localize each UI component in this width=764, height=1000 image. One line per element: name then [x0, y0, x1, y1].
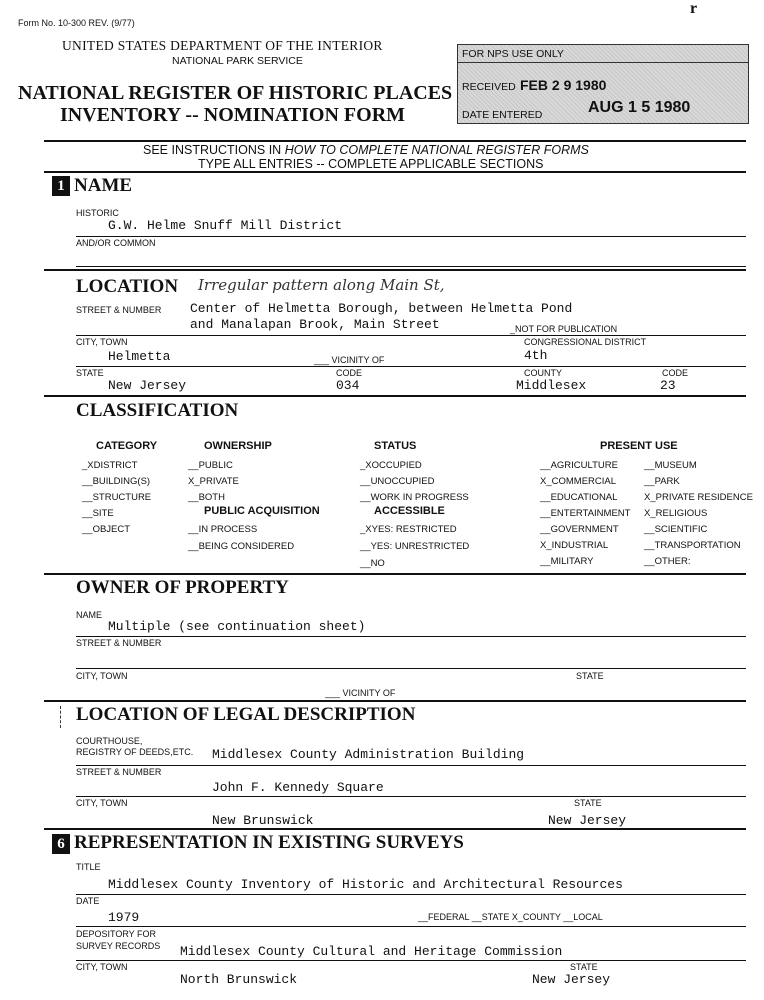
- present-use-option: __AGRICULTURE: [540, 460, 618, 471]
- code-label: CODE: [336, 368, 363, 378]
- ownership-list: [188, 458, 239, 506]
- survey-levels: __FEDERAL __STATE X_COUNTY __LOCAL: [418, 912, 603, 922]
- survey-title-label: TITLE: [76, 862, 101, 872]
- owner-name-label: NAME: [76, 610, 103, 620]
- survey-date-value: 1979: [108, 910, 140, 925]
- section-location-title: LOCATION: [76, 276, 179, 297]
- ownership-option: __BOTH: [188, 492, 225, 503]
- vicinity-of: ___ VICINITY OF: [314, 355, 385, 365]
- nps-use-box: [457, 44, 749, 124]
- status-head: STATUS: [374, 440, 417, 452]
- owner-name-value: Multiple (see continuation sheet): [108, 619, 366, 634]
- city-label: CITY, TOWN: [76, 337, 128, 347]
- historic-label: HISTORIC: [76, 208, 119, 218]
- present-use-option: X_PRIVATE RESIDENCE: [644, 492, 753, 503]
- section-number-1: 1: [52, 176, 70, 196]
- category-option: __SITE: [82, 508, 114, 519]
- received-stamp: FEB 2 9 1980: [520, 77, 607, 93]
- legal-city-label: CITY, TOWN: [76, 798, 128, 808]
- status-list: [360, 458, 469, 506]
- corner-mark: r: [690, 0, 698, 17]
- form-title-line2: INVENTORY -- NOMINATION FORM: [60, 104, 406, 126]
- agency-service: NATIONAL PARK SERVICE: [172, 55, 303, 67]
- category-option: __STRUCTURE: [82, 492, 152, 503]
- instructions-line2: TYPE ALL ENTRIES -- COMPLETE APPLICABLE SECTIONS: [198, 157, 544, 171]
- status-option: _XOCCUPIED: [360, 460, 422, 471]
- acquisition-option: __BEING CONSIDERED: [188, 541, 295, 552]
- acquisition-option: __IN PROCESS: [188, 524, 258, 535]
- congressional-value: 4th: [524, 348, 548, 363]
- nps-header: FOR NPS USE ONLY: [462, 48, 564, 60]
- present-use-option: __GOVERNMENT: [540, 524, 619, 535]
- courthouse-value: Middlesex County Administration Building: [212, 747, 525, 762]
- depository-label2: SURVEY RECORDS: [76, 941, 161, 951]
- status-option: __UNOCCUPIED: [360, 476, 435, 487]
- form-number: Form No. 10-300 REV. (9/77): [18, 18, 135, 28]
- category-option: __BUILDING(S): [82, 476, 151, 487]
- present-use-option: __ENTERTAINMENT: [540, 508, 631, 519]
- legal-city-value: New Brunswick: [212, 813, 314, 828]
- accessible-option: _XYES: RESTRICTED: [360, 524, 457, 535]
- accessible-list: [360, 521, 469, 572]
- agency-dept: UNITED STATES DEPARTMENT OF THE INTERIOR: [62, 38, 383, 53]
- section-number-6: 6: [52, 834, 70, 854]
- present-use-right: [644, 458, 753, 570]
- category-option: _XDISTRICT: [82, 460, 138, 471]
- status-option: __WORK IN PROGRESS: [360, 492, 469, 503]
- present-use-option: X_COMMERCIAL: [540, 476, 617, 487]
- accessible-head: ACCESSIBLE: [374, 505, 445, 517]
- courthouse-label1: COURTHOUSE,: [76, 736, 143, 746]
- county-value: Middlesex: [516, 378, 587, 393]
- present-use-option: __SCIENTIFIC: [644, 524, 708, 535]
- survey-state-label: STATE: [570, 962, 598, 972]
- category-head: CATEGORY: [96, 440, 158, 452]
- acquisition-head: PUBLIC ACQUISITION: [204, 505, 320, 517]
- state-value: New Jersey: [108, 378, 187, 393]
- depository-value: Middlesex County Cultural and Heritage Commission: [180, 944, 563, 959]
- street-line2: and Manalapan Brook, Main Street: [190, 317, 440, 332]
- owner-street-label: STREET & NUMBER: [76, 638, 162, 648]
- entered-stamp: AUG 1 5 1980: [588, 99, 691, 116]
- survey-title-value: Middlesex County Inventory of Historic and Architectural Resources: [108, 877, 623, 892]
- category-list: [82, 458, 151, 538]
- section-surveys-title: REPRESENTATION IN EXISTING SURVEYS: [74, 832, 464, 853]
- present-use-left: [540, 458, 630, 570]
- ownership-head: OWNERSHIP: [204, 440, 272, 452]
- owner-state-label: STATE: [576, 671, 604, 681]
- form-title-line1: NATIONAL REGISTER OF HISTORIC PLACES: [18, 82, 453, 104]
- legal-state-value: New Jersey: [548, 813, 627, 828]
- present-use-option: __EDUCATIONAL: [540, 492, 618, 503]
- survey-city-label: CITY, TOWN: [76, 962, 128, 972]
- received-label: RECEIVED: [462, 81, 516, 93]
- present-use-option: __TRANSPORTATION: [644, 540, 741, 551]
- section-classification-title: CLASSIFICATION: [76, 400, 239, 421]
- present-use-option: X_INDUSTRIAL: [540, 540, 609, 551]
- owner-vicinity: ___ VICINITY OF: [325, 688, 396, 698]
- present-use-head: PRESENT USE: [600, 440, 678, 452]
- accessible-option: __NO: [360, 558, 385, 569]
- ownership-option: __PUBLIC: [188, 460, 233, 471]
- courthouse-label2: REGISTRY OF DEEDS,ETC.: [76, 747, 194, 757]
- city-value: Helmetta: [108, 349, 171, 364]
- present-use-option: __MILITARY: [540, 556, 594, 567]
- present-use-option: __OTHER:: [644, 556, 691, 567]
- survey-city-value: North Brunswick: [180, 972, 298, 987]
- state-label: STATE: [76, 368, 104, 378]
- legal-street-value: John F. Kennedy Square: [212, 780, 384, 795]
- survey-date-label: DATE: [76, 896, 100, 906]
- location-handwritten-note: Irregular pattern along Main St,: [198, 276, 445, 294]
- legal-street-label: STREET & NUMBER: [76, 767, 162, 777]
- code2-label: CODE: [662, 368, 689, 378]
- present-use-option: __MUSEUM: [644, 460, 697, 471]
- common-label: AND/OR COMMON: [76, 238, 156, 248]
- survey-state-value: New Jersey: [532, 972, 611, 987]
- instructions-line1: SEE INSTRUCTIONS IN HOW TO COMPLETE NATIONAL REGISTER FORMS: [143, 143, 589, 157]
- present-use-option: __PARK: [644, 476, 680, 487]
- code2-value: 23: [660, 378, 676, 393]
- historic-value: G.W. Helme Snuff Mill District: [108, 218, 343, 233]
- ownership-option: X_PRIVATE: [188, 476, 239, 487]
- entered-label: DATE ENTERED: [462, 109, 543, 121]
- street-label: STREET & NUMBER: [76, 305, 162, 315]
- legal-state-label: STATE: [574, 798, 602, 808]
- section-owner-title: OWNER OF PROPERTY: [76, 577, 289, 598]
- acquisition-list: [188, 521, 294, 555]
- depository-label1: DEPOSITORY FOR: [76, 929, 157, 939]
- accessible-option: __YES: UNRESTRICTED: [360, 541, 470, 552]
- present-use-option: X_RELIGIOUS: [644, 508, 708, 519]
- county-label: COUNTY: [524, 368, 562, 378]
- category-option: __OBJECT: [82, 524, 131, 535]
- street-line1: Center of Helmetta Borough, between Helmetta Pond: [190, 301, 573, 316]
- section-name-title: NAME: [74, 175, 133, 196]
- owner-city-label: CITY, TOWN: [76, 671, 128, 681]
- section-legal-title: LOCATION OF LEGAL DESCRIPTION: [76, 704, 416, 725]
- code-value: 034: [336, 378, 360, 393]
- congressional-label: CONGRESSIONAL DISTRICT: [524, 337, 647, 347]
- not-for-publication: _NOT FOR PUBLICATION: [510, 324, 618, 334]
